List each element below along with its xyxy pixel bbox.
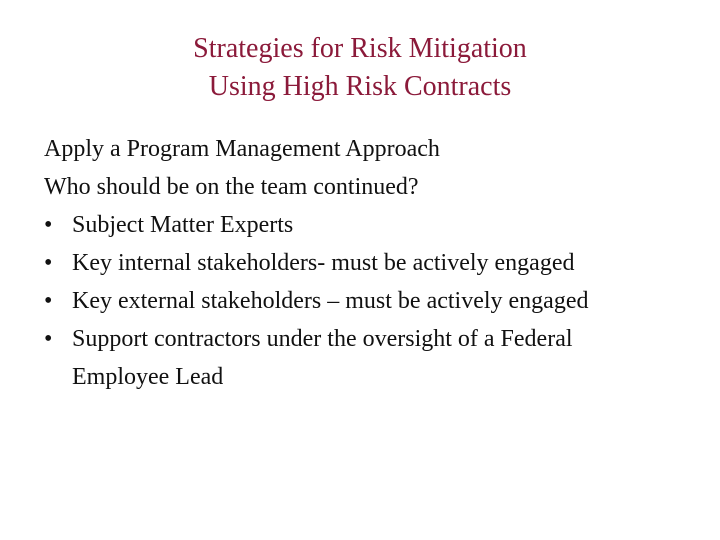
bullet-text-2: Key internal stakeholders- must be actively engaged xyxy=(72,250,575,276)
bullet-item-1 xyxy=(44,206,694,244)
bullet-marker: • xyxy=(44,212,53,238)
slide-title xyxy=(0,30,720,106)
intro-line-1: Apply a Program Management Approach xyxy=(44,136,440,162)
bullet-marker: • xyxy=(44,288,53,314)
bullet-text-3: Key external stakeholders – must be actively engaged xyxy=(72,288,589,314)
title-line-2: Using High Risk Contracts xyxy=(208,71,512,102)
bullet-text-1: Subject Matter Experts xyxy=(72,212,294,238)
title-line-1: Strategies for Risk Mitigation xyxy=(193,33,527,64)
bullet-item-2 xyxy=(44,244,694,282)
bullet-text-4: Support contractors under the oversight of a Federal Employee Lead xyxy=(72,326,573,390)
bullet-marker: • xyxy=(44,326,53,352)
bullet-marker: • xyxy=(44,250,53,276)
bullet-item-4 xyxy=(44,320,694,396)
slide-body xyxy=(44,130,694,396)
bullet-item-3 xyxy=(44,282,694,320)
intro-line-2: Who should be on the team continued? xyxy=(44,174,419,200)
